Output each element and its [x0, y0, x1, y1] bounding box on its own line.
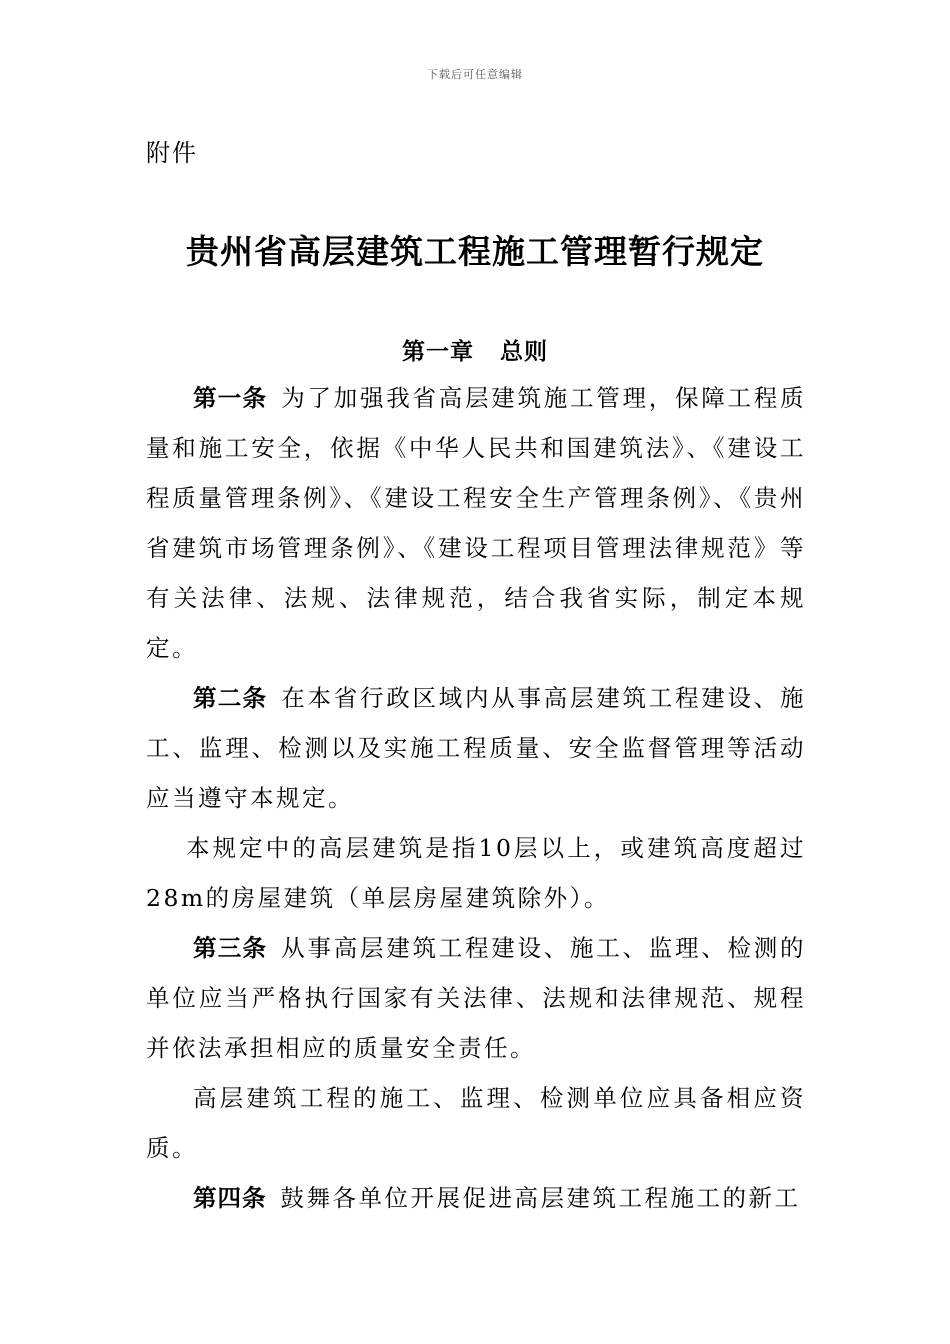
article-label: 第一条 — [193, 384, 268, 412]
header-note: 下载后可任意编辑 — [427, 68, 523, 81]
article-text: 在本省行政区域内从事高层建筑工程建设、施工、监理、检测以及实施工程质量、安全监督管理等活动应当遵守本规定。 — [146, 684, 806, 812]
article-text: 为了加强我省高层建筑施工管理，保障工程质量和施工安全，依据《中华人民共和国建筑法》、《建设工程质量管理条例》、《建设工程安全生产管理条例》、《贵州省建筑市场管理条例》、《建设工程项目管理法律规范》等有关法律、法规、法律规范，结合我省实际，制定本规定。 — [146, 384, 806, 662]
article-paragraph — [146, 923, 806, 1073]
body-paragraph — [146, 1073, 806, 1173]
article-paragraph — [146, 373, 806, 673]
article-label: 第三条 — [193, 934, 268, 962]
chapter-name: 总则 — [500, 339, 548, 365]
article-paragraph — [146, 1173, 806, 1223]
body-text — [146, 373, 806, 1223]
attachment-label: 附件 — [146, 139, 198, 167]
document-title: 贵州省高层建筑工程施工管理暂行规定 — [186, 232, 764, 271]
article-text: 从事高层建筑工程建设、施工、监理、检测的单位应当严格执行国家有关法律、法规和法律规范、规程并依法承担相应的质量安全责任。 — [146, 934, 806, 1062]
paragraph-text: 高层建筑工程的施工、监理、检测单位应具备相应资质。 — [146, 1084, 806, 1162]
paragraph-text: 本规定中的高层建筑是指10层以上，或建筑高度超过28m的房屋建筑（单层房屋建筑除外）。 — [146, 834, 806, 912]
chapter-heading — [0, 333, 950, 366]
article-text: 鼓舞各单位开展促进高层建筑工程施工的新工 — [280, 1184, 801, 1212]
article-paragraph — [146, 673, 806, 823]
body-paragraph — [146, 823, 806, 923]
chapter-number: 第一章 — [402, 339, 474, 365]
article-label: 第四条 — [193, 1184, 267, 1212]
article-label: 第二条 — [193, 684, 268, 712]
